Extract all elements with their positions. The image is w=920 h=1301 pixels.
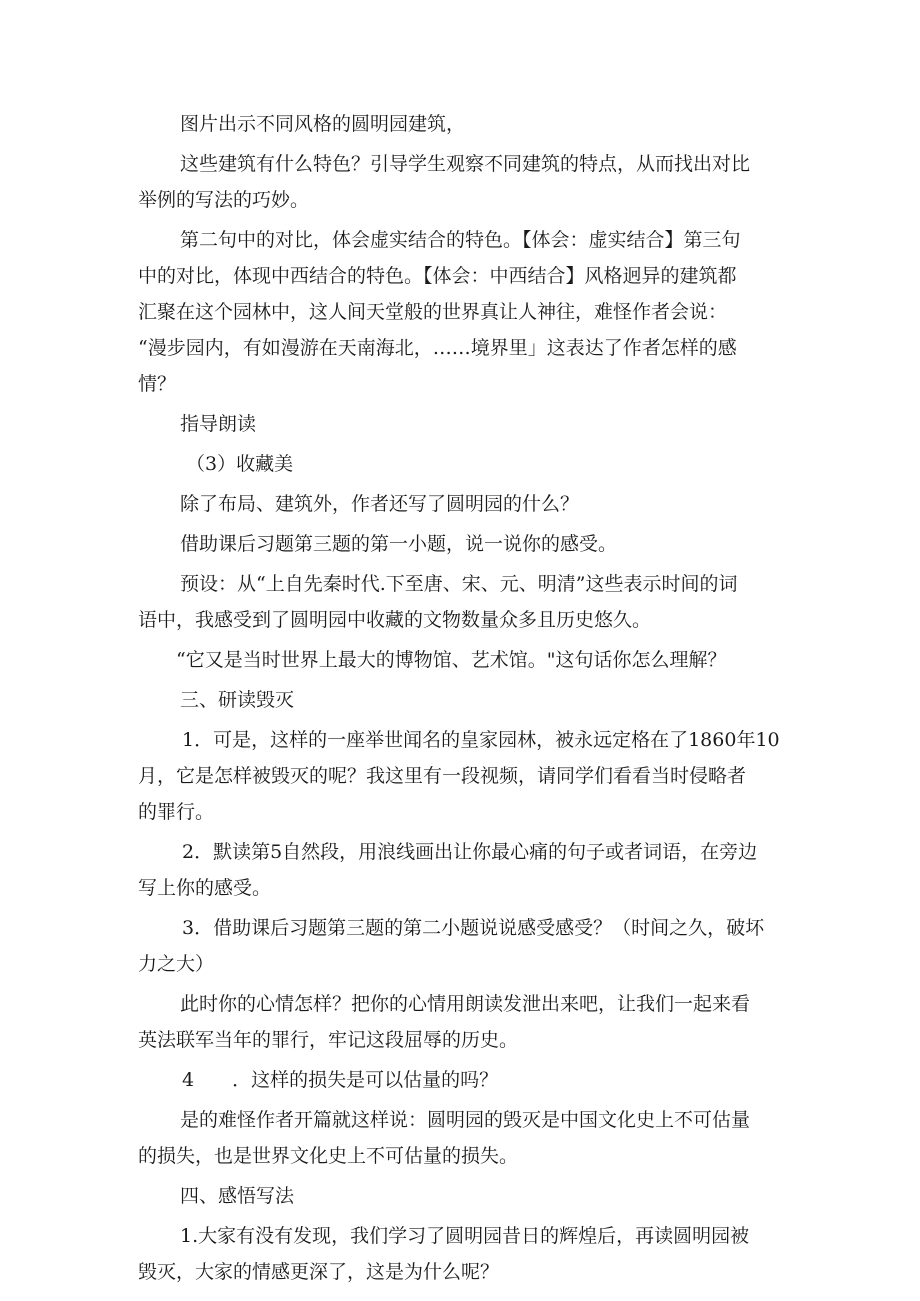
text-line: 3．借助课后习题第三题的第二小题说说感受感受？（时间之久，破坏	[182, 917, 765, 939]
paragraph	[138, 566, 788, 638]
text-line: 是的难怪作者开篇就这样说：圆明园的毁灭是中国文化史上不可估量	[180, 1109, 751, 1131]
text-line: 预设：从“上自先秦时代.下至唐、宋、元、明清”这些表示时间的词	[180, 573, 738, 595]
paragraph	[138, 106, 788, 142]
text-line: 举例的写法的巧妙。	[138, 189, 310, 211]
text-line: 2．默读第5自然段，用浪线画出让你最心痛的句子或者词语，在旁边	[182, 841, 758, 863]
text-line: 4 ．这样的损失是可以估量的吗？	[182, 1069, 499, 1091]
text-line: 的罪行。	[138, 801, 215, 823]
text-line: 此时你的心情怎样？把你的心情用朗读发泄出来吧，让我们一起来看	[180, 993, 751, 1015]
paragraph	[138, 910, 788, 982]
text-line: 这些建筑有什么特色？引导学生观察不同建筑的特点，从而找出对比	[180, 153, 751, 175]
text-line: （3）收藏美	[186, 453, 294, 475]
paragraph	[138, 222, 788, 402]
paragraph	[138, 486, 788, 522]
paragraph	[138, 1218, 788, 1290]
text-line: 三、研读毁灭	[180, 689, 295, 711]
paragraph	[138, 146, 788, 218]
text-line: 图片出示不同风格的圆明园建筑，	[180, 113, 466, 135]
paragraph	[138, 1102, 788, 1174]
text-line: 情？	[138, 373, 177, 395]
text-line: 借助课后习题第三题的第一小题，说一说你的感受。	[180, 533, 618, 555]
paragraph	[138, 642, 788, 678]
paragraph	[138, 406, 788, 442]
text-line: 1．可是，这样的一座举世闻名的皇家园林，被永远定格在了1860年10	[182, 729, 780, 751]
text-line: 1.大家有没有发现，我们学习了圆明园昔日的辉煌后，再读圆明园被	[180, 1225, 750, 1247]
text-line: “漫步园内，有如漫游在天南海北，……境界里」这表达了作者怎样的感	[138, 337, 737, 359]
paragraph	[138, 986, 788, 1058]
paragraph	[138, 722, 788, 830]
paragraph	[138, 1062, 788, 1098]
text-line: 汇聚在这个园林中，这人间天堂般的世界真让人神往，难怪作者会说：	[138, 301, 728, 323]
text-line: 月，它是怎样被毁灭的呢？我这里有一段视频，请同学们看看当时侵略者	[138, 765, 747, 787]
text-line: 语中，我感受到了圆明园中收藏的文物数量众多且历史悠久。	[138, 609, 652, 631]
paragraph	[138, 1178, 788, 1214]
document-body	[138, 106, 788, 1294]
paragraph	[138, 446, 788, 482]
paragraph	[138, 682, 788, 718]
text-line: 力之大）	[138, 953, 215, 975]
text-line: 除了布局、建筑外，作者还写了圆明园的什么？	[180, 493, 580, 515]
text-line: 英法联军当年的罪行，牢记这段屈辱的历史。	[138, 1029, 519, 1051]
paragraph	[138, 834, 788, 906]
text-line: 指导朗读	[180, 413, 257, 435]
text-line: 中的对比，体现中西结合的特色。【体会：中西结合】风格迥异的建筑都	[138, 265, 737, 287]
text-line: 四、感悟写法	[180, 1185, 295, 1207]
text-line: 第二句中的对比，体会虚实结合的特色。【体会：虚实结合】第三句	[180, 229, 741, 251]
text-line: 的损失，也是世界文化史上不可估量的损失。	[138, 1145, 519, 1167]
text-line: “它又是当时世界上最大的博物馆、艺术馆。"这句话你怎么理解？	[176, 649, 727, 671]
text-line: 写上你的感受。	[138, 877, 272, 899]
paragraph	[138, 526, 788, 562]
text-line: 毁灭，大家的情感更深了，这是为什么呢？	[138, 1261, 500, 1283]
